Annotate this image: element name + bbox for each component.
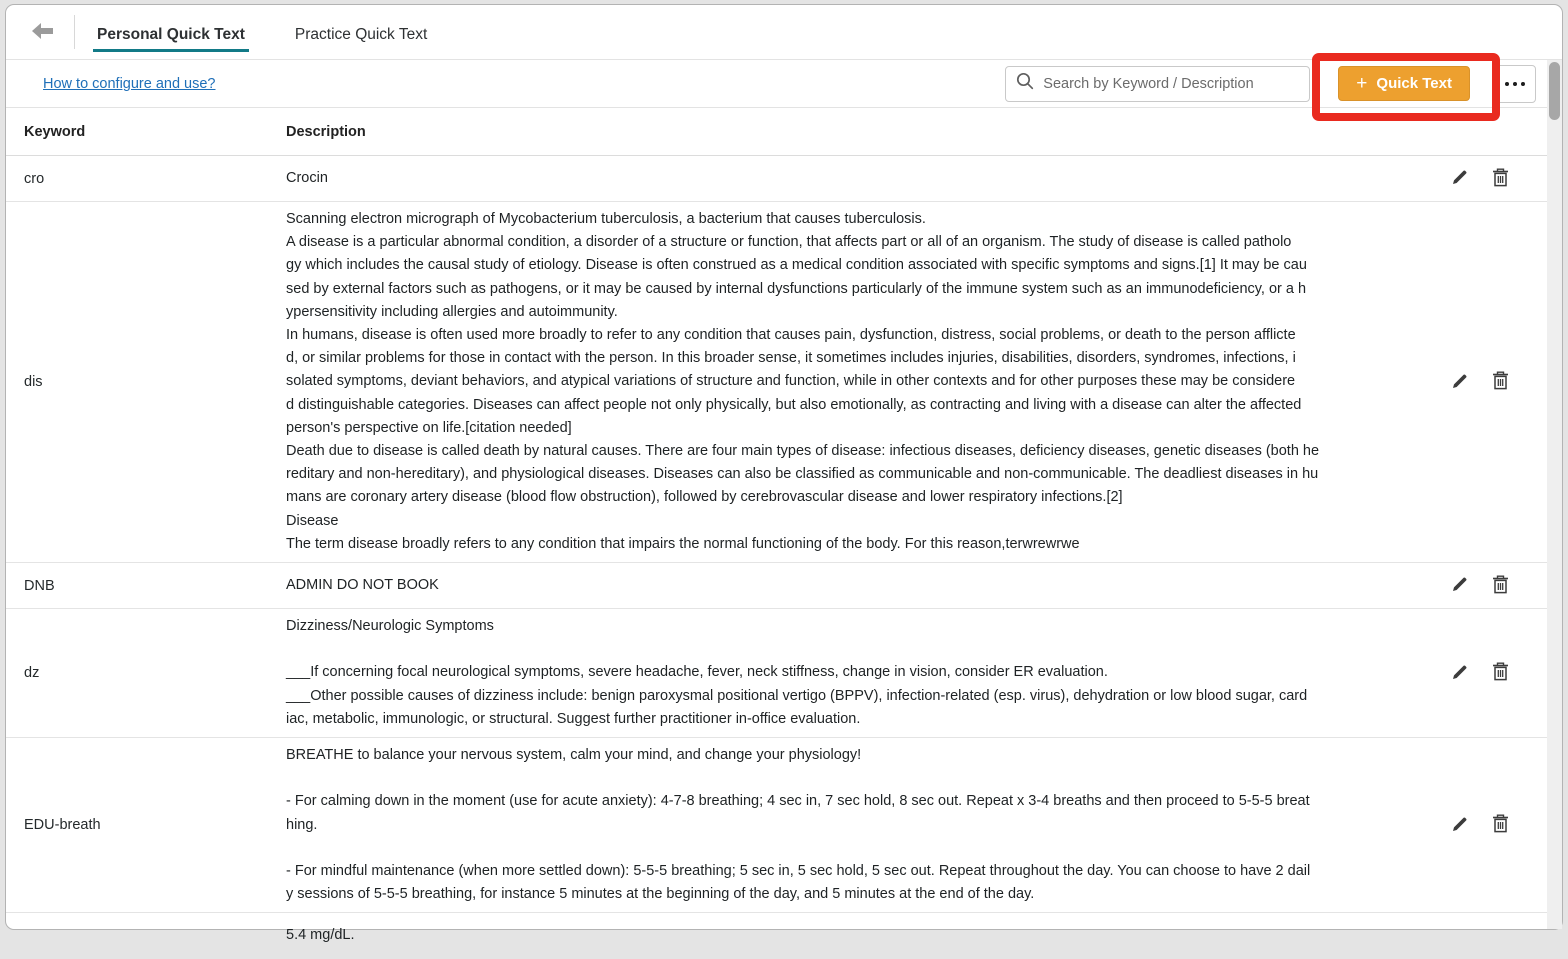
- edit-button[interactable]: [1448, 661, 1472, 685]
- tab-practice-quick-text[interactable]: [291, 12, 431, 52]
- toolbar: [6, 60, 1562, 108]
- description-line: sed by external factors such as pathogens, or it may be caused by internal dysfunctions particularly of the immune system such as an immunodeficiency, or a h: [286, 280, 1307, 297]
- search-icon: [1016, 72, 1034, 95]
- description-line: Death due to disease is called death by natural causes. There are four main types of disease: infectious diseases, deficiency diseases, genetic diseases (both he: [286, 443, 1320, 460]
- scrollbar-thumb[interactable]: [1549, 62, 1560, 120]
- description-line: iac, metabolic, immunologic, or structural. Suggest further practitioner in-office evaluation.: [286, 710, 861, 727]
- description-line: A disease is a particular abnormal condition, a disorder of a structure or function, that affects part or all of an organism. The study of disease is called patholo: [286, 234, 1292, 251]
- description-cell: [286, 913, 1440, 958]
- edit-button[interactable]: [1448, 370, 1472, 394]
- table-row: [6, 913, 1562, 959]
- row-actions: [1440, 156, 1544, 201]
- search-input[interactable]: [1043, 76, 1299, 92]
- description-line: Scanning electron micrograph of Mycobacterium tuberculosis, a bacterium that causes tuberculosis.: [286, 211, 926, 227]
- description-line: [286, 638, 1434, 661]
- description-line: - For mindful maintenance (when more settled down): 5-5-5 breathing; 5 sec in, 5 sec hold, 5 sec out. Repeat throughout the day. You can choose to have 2 dail: [286, 863, 1311, 880]
- description-line: person's perspective on life.[citation needed]: [286, 419, 572, 436]
- description-line: mans are coronary artery disease (blood flow obstruction), followed by cerebrovascular disease and lower respiratory infections.[2]: [286, 489, 1123, 506]
- quick-text-table-body: [6, 156, 1562, 959]
- delete-button[interactable]: [1488, 167, 1512, 191]
- divider: [74, 15, 75, 49]
- description-line: d distinguishable categories. Diseases can affect people not only physically, but also emotionally, as contracting and living with a disease can alter the affected: [286, 396, 1302, 413]
- trash-icon: [1492, 575, 1509, 597]
- more-options-button[interactable]: [1494, 65, 1536, 103]
- description-cell: [286, 609, 1440, 737]
- quick-text-page: [5, 4, 1563, 944]
- search-box: [1005, 66, 1310, 102]
- table-row: [6, 156, 1562, 202]
- table-header: [6, 108, 1562, 156]
- back-button[interactable]: [26, 15, 60, 49]
- trash-icon: [1492, 168, 1509, 190]
- description-line: ___If concerning focal neurological symptoms, severe headache, fever, neck stiffness, change in vision, consider ER evaluation.: [286, 664, 1108, 681]
- description-line: - For calming down in the moment (use for acute anxiety): 4-7-8 breathing; 4 sec in, 7 sec hold, 8 sec out. Repeat x 3-4 breaths and then proceed to 5-5-5 breat: [286, 793, 1310, 810]
- add-quick-text-label: Quick Text: [1376, 75, 1452, 92]
- table-row: [6, 738, 1562, 913]
- delete-button[interactable]: [1488, 370, 1512, 394]
- pencil-icon: [1451, 575, 1469, 596]
- description-line: d, or similar problems for those in contact with the person. In this broader sense, it sometimes includes injuries, disabilities, disorders, syndromes, infections, i: [286, 350, 1296, 367]
- description-cell: [286, 563, 1440, 608]
- description-line: ypersensitivity including allergies and autoimmunity.: [286, 303, 618, 320]
- row-actions: [1440, 563, 1544, 608]
- description-line: solated symptoms, deviant behaviors, and atypical variations of structure and function, while in other contexts and for other purposes these may be considere: [286, 373, 1296, 390]
- row-actions: [1440, 609, 1544, 737]
- description-line: Crocin: [286, 169, 328, 186]
- description-line: reditary and non-hereditary), and physiological diseases. Diseases can also be classified as communicable and non-communicable. The deadliest diseases in hu: [286, 466, 1319, 483]
- delete-button[interactable]: [1488, 574, 1512, 598]
- keyword-cell: dis: [24, 374, 43, 391]
- description-line: BREATHE to balance your nervous system, calm your mind, and change your physiology!: [286, 747, 862, 764]
- description-line: y sessions of 5-5-5 breathing, for instance 5 minutes at the beginning of the day, and 5 minutes at the end of the day.: [286, 886, 1035, 903]
- column-header-description: Description: [286, 123, 366, 140]
- table-row: [6, 563, 1562, 609]
- description-line: In humans, disease is often used more broadly to refer to any condition that causes pain, dysfunction, distress, social problems, or death to the person afflicte: [286, 327, 1296, 344]
- keyword-cell: EDU-breath: [24, 817, 101, 834]
- keyword-cell: dz: [24, 665, 40, 682]
- edit-button[interactable]: [1448, 813, 1472, 837]
- description-cell: [286, 156, 1440, 201]
- keyword-cell: DNB: [24, 577, 55, 594]
- pencil-icon: [1451, 168, 1469, 189]
- quick-text-button-wrap: [1338, 66, 1470, 101]
- description-line: The term disease broadly refers to any condition that impairs the normal functioning of the body. For this reason,terwrewrwe: [286, 535, 1080, 552]
- row-actions: [1440, 202, 1544, 562]
- pencil-icon: [1451, 663, 1469, 684]
- description-line: 5.4 mg/dL.: [286, 927, 355, 944]
- pencil-icon: [1451, 372, 1469, 393]
- pencil-icon: [1451, 815, 1469, 836]
- table-row: [6, 202, 1562, 563]
- tab-label: Practice Quick Text: [294, 26, 428, 43]
- keyword-cell: cro: [24, 170, 45, 187]
- trash-icon: [1492, 371, 1509, 393]
- edit-button[interactable]: [1448, 574, 1472, 598]
- description-line: hing.: [286, 816, 318, 833]
- trash-icon: [1492, 814, 1509, 836]
- tab-personal-quick-text[interactable]: [93, 12, 249, 52]
- vertical-scrollbar[interactable]: [1547, 60, 1562, 929]
- description-cell: [286, 738, 1440, 912]
- tab-label: Personal Quick Text: [97, 26, 245, 43]
- ellipsis-icon: [1505, 82, 1525, 86]
- column-header-keyword: Keyword: [24, 123, 86, 140]
- description-line: Disease: [286, 512, 339, 529]
- description-line: [286, 767, 1434, 790]
- arrow-left-icon: [32, 23, 54, 42]
- delete-button[interactable]: [1488, 813, 1512, 837]
- description-line: [286, 837, 1434, 860]
- table-row: [6, 609, 1562, 738]
- description-line: ADMIN DO NOT BOOK: [286, 576, 439, 593]
- description-line: Dizziness/Neurologic Symptoms: [286, 618, 494, 635]
- plus-icon: +: [1356, 73, 1368, 94]
- description-line: ___Other possible causes of dizziness include: benign paroxysmal positional vertigo (BPPV), infection-related (esp. virus), dehydration or low blood sugar, card: [286, 687, 1308, 704]
- help-link[interactable]: How to configure and use?: [43, 75, 216, 92]
- delete-button[interactable]: [1488, 661, 1512, 685]
- description-cell: [286, 202, 1440, 562]
- description-line: gy which includes the causal study of etiology. Disease is often construed as a medical condition associated with specific symptoms and signs.[1] It may be cau: [286, 257, 1307, 274]
- edit-button[interactable]: [1448, 167, 1472, 191]
- add-quick-text-button[interactable]: [1338, 66, 1470, 101]
- trash-icon: [1492, 662, 1509, 684]
- tab-bar: [6, 5, 1562, 60]
- row-actions: [1440, 738, 1544, 912]
- keyword-cell: [24, 913, 286, 958]
